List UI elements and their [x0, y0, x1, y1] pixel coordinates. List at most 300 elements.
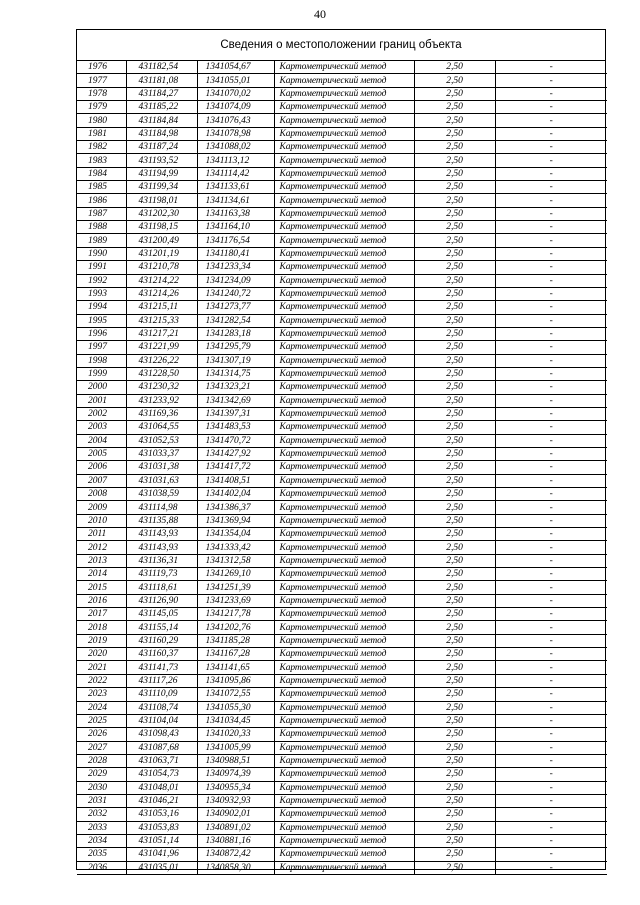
- table-row: [77, 221, 607, 234]
- method-cell: Картометрический метод: [274, 754, 414, 767]
- description-cell: -: [495, 514, 607, 527]
- precision-cell: 2,50: [414, 861, 495, 874]
- precision-cell: 2,50: [414, 608, 495, 621]
- coord-y-cell: 1341312,58: [197, 554, 274, 567]
- table-row: [77, 127, 607, 140]
- description-cell: -: [495, 674, 607, 687]
- table-row: [77, 808, 607, 821]
- description-cell: -: [495, 61, 607, 74]
- method-cell: Картометрический метод: [274, 501, 414, 514]
- precision-cell: 2,50: [414, 61, 495, 74]
- table-row: [77, 421, 607, 434]
- coord-y-cell: 1341072,55: [197, 688, 274, 701]
- method-cell: Картометрический метод: [274, 407, 414, 420]
- table-row: [77, 154, 607, 167]
- coord-y-cell: 1341163,38: [197, 207, 274, 220]
- precision-cell: 2,50: [414, 447, 495, 460]
- coord-x-cell: 431210,78: [126, 261, 197, 274]
- point-number-cell: 2019: [77, 634, 126, 647]
- description-cell: -: [495, 701, 607, 714]
- table-row: [77, 114, 607, 127]
- precision-cell: 2,50: [414, 367, 495, 380]
- table-row: [77, 701, 607, 714]
- point-number-cell: 2025: [77, 714, 126, 727]
- coord-y-cell: 1341283,18: [197, 327, 274, 340]
- point-number-cell: 1987: [77, 207, 126, 220]
- coord-y-cell: 1340881,16: [197, 834, 274, 847]
- coord-x-cell: 431160,29: [126, 634, 197, 647]
- description-cell: -: [495, 101, 607, 114]
- coord-y-cell: 1341369,94: [197, 514, 274, 527]
- precision-cell: 2,50: [414, 247, 495, 260]
- precision-cell: 2,50: [414, 754, 495, 767]
- precision-cell: 2,50: [414, 741, 495, 754]
- precision-cell: 2,50: [414, 581, 495, 594]
- coord-x-cell: 431200,49: [126, 234, 197, 247]
- coord-y-cell: 1341088,02: [197, 141, 274, 154]
- coord-y-cell: 1341386,37: [197, 501, 274, 514]
- point-number-cell: 2024: [77, 701, 126, 714]
- method-cell: Картометрический метод: [274, 488, 414, 501]
- precision-cell: 2,50: [414, 634, 495, 647]
- table-row: [77, 688, 607, 701]
- precision-cell: 2,50: [414, 274, 495, 287]
- coord-x-cell: 431184,98: [126, 127, 197, 140]
- point-number-cell: 1992: [77, 274, 126, 287]
- method-cell: Картометрический метод: [274, 554, 414, 567]
- coord-x-cell: 431160,37: [126, 648, 197, 661]
- table-row: [77, 101, 607, 114]
- precision-cell: 2,50: [414, 821, 495, 834]
- coord-y-cell: 1341202,76: [197, 621, 274, 634]
- description-cell: -: [495, 114, 607, 127]
- coord-y-cell: 1341483,53: [197, 421, 274, 434]
- point-number-cell: 2012: [77, 541, 126, 554]
- point-number-cell: 2032: [77, 808, 126, 821]
- description-cell: -: [495, 287, 607, 300]
- point-number-cell: 1989: [77, 234, 126, 247]
- coord-x-cell: 431217,21: [126, 327, 197, 340]
- precision-cell: 2,50: [414, 327, 495, 340]
- coord-x-cell: 431031,38: [126, 461, 197, 474]
- coord-x-cell: 431214,26: [126, 287, 197, 300]
- precision-cell: 2,50: [414, 794, 495, 807]
- coord-x-cell: 431110,09: [126, 688, 197, 701]
- method-cell: Картометрический метод: [274, 341, 414, 354]
- method-cell: Картометрический метод: [274, 794, 414, 807]
- coord-y-cell: 1341114,42: [197, 167, 274, 180]
- precision-cell: 2,50: [414, 87, 495, 100]
- point-number-cell: 2034: [77, 834, 126, 847]
- coord-x-cell: 431215,33: [126, 314, 197, 327]
- method-cell: Картометрический метод: [274, 181, 414, 194]
- precision-cell: 2,50: [414, 474, 495, 487]
- table-row: [77, 821, 607, 834]
- point-number-cell: 2000: [77, 381, 126, 394]
- method-cell: Картометрический метод: [274, 808, 414, 821]
- table-row: [77, 327, 607, 340]
- precision-cell: 2,50: [414, 768, 495, 781]
- precision-cell: 2,50: [414, 834, 495, 847]
- method-cell: Картометрический метод: [274, 688, 414, 701]
- description-cell: -: [495, 688, 607, 701]
- table-row: [77, 648, 607, 661]
- coord-x-cell: 431199,34: [126, 181, 197, 194]
- method-cell: Картометрический метод: [274, 514, 414, 527]
- coord-x-cell: 431143,93: [126, 541, 197, 554]
- point-number-cell: 1979: [77, 101, 126, 114]
- table-row: [77, 501, 607, 514]
- description-cell: -: [495, 741, 607, 754]
- description-cell: -: [495, 407, 607, 420]
- method-cell: Картометрический метод: [274, 768, 414, 781]
- method-cell: Картометрический метод: [274, 528, 414, 541]
- coord-x-cell: 431135,88: [126, 514, 197, 527]
- precision-cell: 2,50: [414, 661, 495, 674]
- point-number-cell: 2009: [77, 501, 126, 514]
- table-row: [77, 367, 607, 380]
- coord-y-cell: 1341113,12: [197, 154, 274, 167]
- precision-cell: 2,50: [414, 167, 495, 180]
- table-row: [77, 741, 607, 754]
- coord-x-cell: 431053,83: [126, 821, 197, 834]
- coord-y-cell: 1341076,43: [197, 114, 274, 127]
- description-cell: -: [495, 714, 607, 727]
- coord-y-cell: 1341282,54: [197, 314, 274, 327]
- coord-x-cell: 431117,26: [126, 674, 197, 687]
- point-number-cell: 2036: [77, 861, 126, 874]
- description-cell: -: [495, 528, 607, 541]
- precision-cell: 2,50: [414, 848, 495, 861]
- table-row: [77, 87, 607, 100]
- description-cell: -: [495, 381, 607, 394]
- description-cell: -: [495, 848, 607, 861]
- coord-x-cell: 431182,54: [126, 61, 197, 74]
- method-cell: Картометрический метод: [274, 127, 414, 140]
- coord-y-cell: 1340902,01: [197, 808, 274, 821]
- point-number-cell: 1997: [77, 341, 126, 354]
- method-cell: Картометрический метод: [274, 728, 414, 741]
- coord-y-cell: 1341470,72: [197, 434, 274, 447]
- coord-x-cell: 431033,37: [126, 447, 197, 460]
- coord-y-cell: 1341167,28: [197, 648, 274, 661]
- coord-y-cell: 1340858,30: [197, 861, 274, 874]
- description-cell: -: [495, 608, 607, 621]
- precision-cell: 2,50: [414, 421, 495, 434]
- point-number-cell: 1981: [77, 127, 126, 140]
- precision-cell: 2,50: [414, 127, 495, 140]
- coord-y-cell: 1340955,34: [197, 781, 274, 794]
- point-number-cell: 2026: [77, 728, 126, 741]
- point-number-cell: 1986: [77, 194, 126, 207]
- coord-x-cell: 431226,22: [126, 354, 197, 367]
- precision-cell: 2,50: [414, 341, 495, 354]
- coord-y-cell: 1341141,65: [197, 661, 274, 674]
- table-row: [77, 514, 607, 527]
- point-number-cell: 2027: [77, 741, 126, 754]
- precision-cell: 2,50: [414, 407, 495, 420]
- coord-x-cell: 431031,63: [126, 474, 197, 487]
- coord-y-cell: 1341323,21: [197, 381, 274, 394]
- point-number-cell: 1983: [77, 154, 126, 167]
- coord-y-cell: 1341273,77: [197, 301, 274, 314]
- method-cell: Картометрический метод: [274, 781, 414, 794]
- table-row: [77, 194, 607, 207]
- precision-cell: 2,50: [414, 287, 495, 300]
- method-cell: Картометрический метод: [274, 354, 414, 367]
- coord-x-cell: 431198,15: [126, 221, 197, 234]
- table-row: [77, 274, 607, 287]
- table-row: [77, 488, 607, 501]
- coord-y-cell: 1341427,92: [197, 447, 274, 460]
- description-cell: -: [495, 261, 607, 274]
- precision-cell: 2,50: [414, 434, 495, 447]
- description-cell: -: [495, 234, 607, 247]
- coord-x-cell: 431052,53: [126, 434, 197, 447]
- point-number-cell: 2003: [77, 421, 126, 434]
- coord-x-cell: 431233,92: [126, 394, 197, 407]
- point-number-cell: 1999: [77, 367, 126, 380]
- coord-y-cell: 1341233,34: [197, 261, 274, 274]
- point-number-cell: 1995: [77, 314, 126, 327]
- method-cell: Картометрический метод: [274, 87, 414, 100]
- table-row: [77, 754, 607, 767]
- method-cell: Картометрический метод: [274, 741, 414, 754]
- precision-cell: 2,50: [414, 234, 495, 247]
- coord-x-cell: 431046,21: [126, 794, 197, 807]
- coord-y-cell: 1341342,69: [197, 394, 274, 407]
- table-row: [77, 474, 607, 487]
- method-cell: Картометрический метод: [274, 447, 414, 460]
- precision-cell: 2,50: [414, 381, 495, 394]
- description-cell: -: [495, 207, 607, 220]
- table-row: [77, 834, 607, 847]
- coord-y-cell: 1341034,45: [197, 714, 274, 727]
- coord-x-cell: 431051,14: [126, 834, 197, 847]
- point-number-cell: 2004: [77, 434, 126, 447]
- coord-x-cell: 431063,71: [126, 754, 197, 767]
- method-cell: Картометрический метод: [274, 74, 414, 87]
- coord-y-cell: 1341240,72: [197, 287, 274, 300]
- table-row: [77, 207, 607, 220]
- description-cell: -: [495, 554, 607, 567]
- table-row: [77, 861, 607, 874]
- description-cell: -: [495, 354, 607, 367]
- description-cell: -: [495, 728, 607, 741]
- table-row: [77, 407, 607, 420]
- coord-y-cell: 1341217,78: [197, 608, 274, 621]
- method-cell: Картометрический метод: [274, 167, 414, 180]
- coord-y-cell: 1341402,04: [197, 488, 274, 501]
- table-row: [77, 568, 607, 581]
- method-cell: Картометрический метод: [274, 327, 414, 340]
- point-number-cell: 1996: [77, 327, 126, 340]
- method-cell: Картометрический метод: [274, 461, 414, 474]
- coord-x-cell: 431048,01: [126, 781, 197, 794]
- coord-y-cell: 1341295,79: [197, 341, 274, 354]
- coord-x-cell: 431194,99: [126, 167, 197, 180]
- method-cell: Картометрический метод: [274, 634, 414, 647]
- precision-cell: 2,50: [414, 261, 495, 274]
- method-cell: Картометрический метод: [274, 674, 414, 687]
- table-row: [77, 434, 607, 447]
- precision-cell: 2,50: [414, 488, 495, 501]
- point-number-cell: 2014: [77, 568, 126, 581]
- description-cell: -: [495, 181, 607, 194]
- coord-x-cell: 431136,31: [126, 554, 197, 567]
- point-number-cell: 1980: [77, 114, 126, 127]
- coord-y-cell: 1341020,33: [197, 728, 274, 741]
- point-number-cell: 2022: [77, 674, 126, 687]
- table-row: [77, 674, 607, 687]
- precision-cell: 2,50: [414, 648, 495, 661]
- point-number-cell: 1978: [77, 87, 126, 100]
- coord-x-cell: 431198,01: [126, 194, 197, 207]
- coord-x-cell: 431230,32: [126, 381, 197, 394]
- table-row: [77, 61, 607, 74]
- coord-y-cell: 1341134,61: [197, 194, 274, 207]
- coord-y-cell: 1341234,09: [197, 274, 274, 287]
- table-title: Сведения о местоположении границ объекта: [77, 30, 605, 61]
- precision-cell: 2,50: [414, 181, 495, 194]
- table-row: [77, 781, 607, 794]
- description-cell: -: [495, 754, 607, 767]
- point-number-cell: 1977: [77, 74, 126, 87]
- method-cell: Картометрический метод: [274, 207, 414, 220]
- point-number-cell: 2028: [77, 754, 126, 767]
- method-cell: Картометрический метод: [274, 421, 414, 434]
- coord-y-cell: 1341333,42: [197, 541, 274, 554]
- table-row: [77, 354, 607, 367]
- precision-cell: 2,50: [414, 594, 495, 607]
- description-cell: -: [495, 568, 607, 581]
- description-cell: -: [495, 447, 607, 460]
- point-number-cell: 2006: [77, 461, 126, 474]
- coord-x-cell: 431214,22: [126, 274, 197, 287]
- point-number-cell: 2030: [77, 781, 126, 794]
- point-number-cell: 1982: [77, 141, 126, 154]
- method-cell: Картометрический метод: [274, 114, 414, 127]
- coord-x-cell: 431184,84: [126, 114, 197, 127]
- description-cell: -: [495, 367, 607, 380]
- table-row: [77, 528, 607, 541]
- coord-y-cell: 1340974,39: [197, 768, 274, 781]
- method-cell: Картометрический метод: [274, 234, 414, 247]
- coord-x-cell: 431184,27: [126, 87, 197, 100]
- precision-cell: 2,50: [414, 101, 495, 114]
- coord-y-cell: 1341055,30: [197, 701, 274, 714]
- point-number-cell: 2020: [77, 648, 126, 661]
- coord-x-cell: 431228,50: [126, 367, 197, 380]
- coord-y-cell: 1341269,10: [197, 568, 274, 581]
- coord-x-cell: 431141,73: [126, 661, 197, 674]
- coord-x-cell: 431053,16: [126, 808, 197, 821]
- description-cell: -: [495, 768, 607, 781]
- coord-y-cell: 1341070,02: [197, 87, 274, 100]
- description-cell: -: [495, 247, 607, 260]
- description-cell: -: [495, 834, 607, 847]
- coord-y-cell: 1341180,41: [197, 247, 274, 260]
- method-cell: Картометрический метод: [274, 861, 414, 874]
- coord-x-cell: 431108,74: [126, 701, 197, 714]
- table-row: [77, 287, 607, 300]
- coord-x-cell: 431114,98: [126, 501, 197, 514]
- method-cell: Картометрический метод: [274, 274, 414, 287]
- coord-x-cell: 431187,24: [126, 141, 197, 154]
- coord-x-cell: 431118,61: [126, 581, 197, 594]
- method-cell: Картометрический метод: [274, 541, 414, 554]
- coord-y-cell: 1341408,51: [197, 474, 274, 487]
- point-number-cell: 2031: [77, 794, 126, 807]
- precision-cell: 2,50: [414, 514, 495, 527]
- coord-x-cell: 431185,22: [126, 101, 197, 114]
- coord-y-cell: 1341055,01: [197, 74, 274, 87]
- method-cell: Картометрический метод: [274, 834, 414, 847]
- method-cell: Картометрический метод: [274, 568, 414, 581]
- coord-x-cell: 431054,73: [126, 768, 197, 781]
- precision-cell: 2,50: [414, 301, 495, 314]
- description-cell: -: [495, 821, 607, 834]
- point-number-cell: 2021: [77, 661, 126, 674]
- precision-cell: 2,50: [414, 194, 495, 207]
- method-cell: Картометрический метод: [274, 314, 414, 327]
- description-cell: -: [495, 301, 607, 314]
- coord-x-cell: 431064,55: [126, 421, 197, 434]
- description-cell: -: [495, 581, 607, 594]
- precision-cell: 2,50: [414, 354, 495, 367]
- table-row: [77, 234, 607, 247]
- coord-x-cell: 431098,43: [126, 728, 197, 741]
- coord-y-cell: 1340932,93: [197, 794, 274, 807]
- coord-x-cell: 431215,11: [126, 301, 197, 314]
- coord-y-cell: 1341176,54: [197, 234, 274, 247]
- coord-y-cell: 1341078,98: [197, 127, 274, 140]
- description-cell: -: [495, 141, 607, 154]
- method-cell: Картометрический метод: [274, 61, 414, 74]
- coord-y-cell: 1341307,19: [197, 354, 274, 367]
- coord-x-cell: 431104,04: [126, 714, 197, 727]
- point-number-cell: 1990: [77, 247, 126, 260]
- boundary-points-table: [77, 61, 607, 875]
- coord-y-cell: 1341185,28: [197, 634, 274, 647]
- coord-y-cell: 1341417,72: [197, 461, 274, 474]
- precision-cell: 2,50: [414, 728, 495, 741]
- point-number-cell: 1994: [77, 301, 126, 314]
- method-cell: Картометрический метод: [274, 621, 414, 634]
- method-cell: Картометрический метод: [274, 367, 414, 380]
- point-number-cell: 2023: [77, 688, 126, 701]
- table-row: [77, 247, 607, 260]
- description-cell: -: [495, 541, 607, 554]
- method-cell: Картометрический метод: [274, 848, 414, 861]
- method-cell: Картометрический метод: [274, 261, 414, 274]
- table-row: [77, 394, 607, 407]
- point-number-cell: 1985: [77, 181, 126, 194]
- coord-x-cell: 431087,68: [126, 741, 197, 754]
- description-cell: -: [495, 421, 607, 434]
- precision-cell: 2,50: [414, 568, 495, 581]
- precision-cell: 2,50: [414, 528, 495, 541]
- table-row: [77, 461, 607, 474]
- table-row: [77, 261, 607, 274]
- table-row: [77, 381, 607, 394]
- description-cell: -: [495, 341, 607, 354]
- description-cell: -: [495, 621, 607, 634]
- coord-x-cell: 431155,14: [126, 621, 197, 634]
- table-row: [77, 581, 607, 594]
- coord-y-cell: 1341164,10: [197, 221, 274, 234]
- table-row: [77, 728, 607, 741]
